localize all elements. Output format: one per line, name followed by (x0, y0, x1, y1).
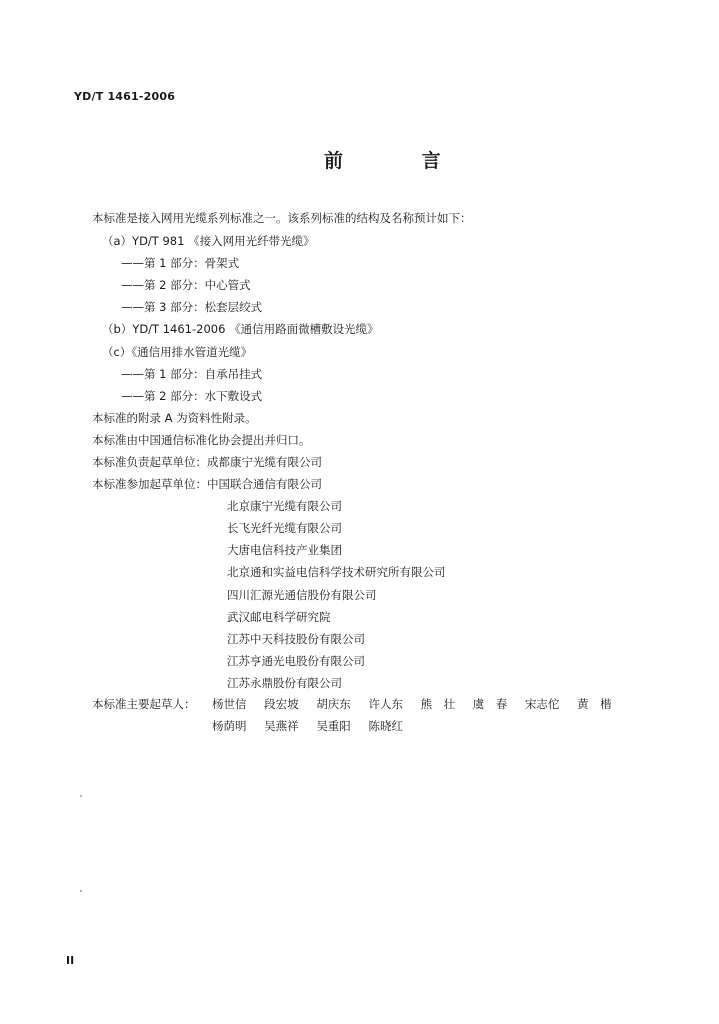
drafters-names-row-2 (212, 718, 417, 734)
scan-speck (80, 890, 82, 892)
section-title: 前 言 (324, 150, 477, 172)
drafter-name: 胡庆东 (316, 697, 351, 711)
page-number: II (66, 954, 75, 967)
drafter-name: 熊 壮 (420, 697, 456, 711)
text-line: ——第 1 部分：骨架式 (121, 256, 240, 270)
drafter-name: 陈晓红 (368, 719, 403, 733)
text-line: 大唐电信科技产业集团 (227, 543, 342, 557)
text-line: 江苏亨通光电股份有限公司 (227, 654, 365, 668)
text-line: （a）YD/T 981 《接入网用光纤带光缆》 (102, 234, 315, 248)
drafter-name: 宋志佗 (524, 697, 560, 711)
drafter-name: 段宏坡 (264, 697, 299, 711)
drafter-name: 吴燕祥 (264, 719, 299, 733)
scan-speck (80, 795, 82, 797)
text-line: ——第 3 部分：松套层绞式 (121, 300, 263, 314)
text-line: 江苏永鼎股份有限公司 (227, 676, 342, 690)
drafter-name: 杨荫明 (212, 719, 247, 733)
text-line: ——第 1 部分：自承吊挂式 (121, 367, 263, 381)
text-line: （b）YD/T 1461-2006 《通信用路面微槽敷设光缆》 (102, 322, 379, 336)
text-line: （c）《通信用排水管道光缆》 (102, 345, 253, 359)
drafter-name: 杨世信 (212, 697, 247, 711)
text-line: 北京通和实益电信科学技术研究所有限公司 (227, 565, 446, 579)
drafters-label: 本标准主要起草人： (92, 697, 196, 711)
text-line: ——第 2 部分：中心管式 (121, 278, 251, 292)
text-line: 四川汇源光通信股份有限公司 (227, 588, 377, 602)
text-line: 本标准负责起草单位：成都康宁光缆有限公司 (92, 455, 322, 469)
drafter-name: 虞 春 (472, 697, 508, 711)
document-id-header: YD/T 1461-2006 (74, 90, 176, 103)
drafter-name: 吴重阳 (316, 719, 351, 733)
text-line: 武汉邮电科学研究院 (227, 610, 331, 624)
text-line: ——第 2 部分：水下敷设式 (121, 389, 263, 403)
drafter-name: 黄 楷 (577, 697, 612, 711)
text-line: 北京康宁光缆有限公司 (227, 499, 342, 513)
text-line: 本标准的附录 A 为资料性附录。 (92, 411, 257, 425)
text-line: 本标准参加起草单位：中国联合通信有限公司 (92, 477, 322, 491)
text-line: 江苏中天科技股份有限公司 (227, 632, 365, 646)
text-line: 长飞光纤光缆有限公司 (227, 521, 342, 535)
text-line: 本标准由中国通信标准化协会提出并归口。 (92, 433, 311, 447)
drafters-names-row-1 (212, 696, 626, 712)
drafter-name: 许人东 (368, 697, 403, 711)
text-line: 本标准是接入网用光缆系列标准之一。该系列标准的结构及名称预计如下： (92, 211, 472, 225)
drafters-block (92, 696, 612, 733)
